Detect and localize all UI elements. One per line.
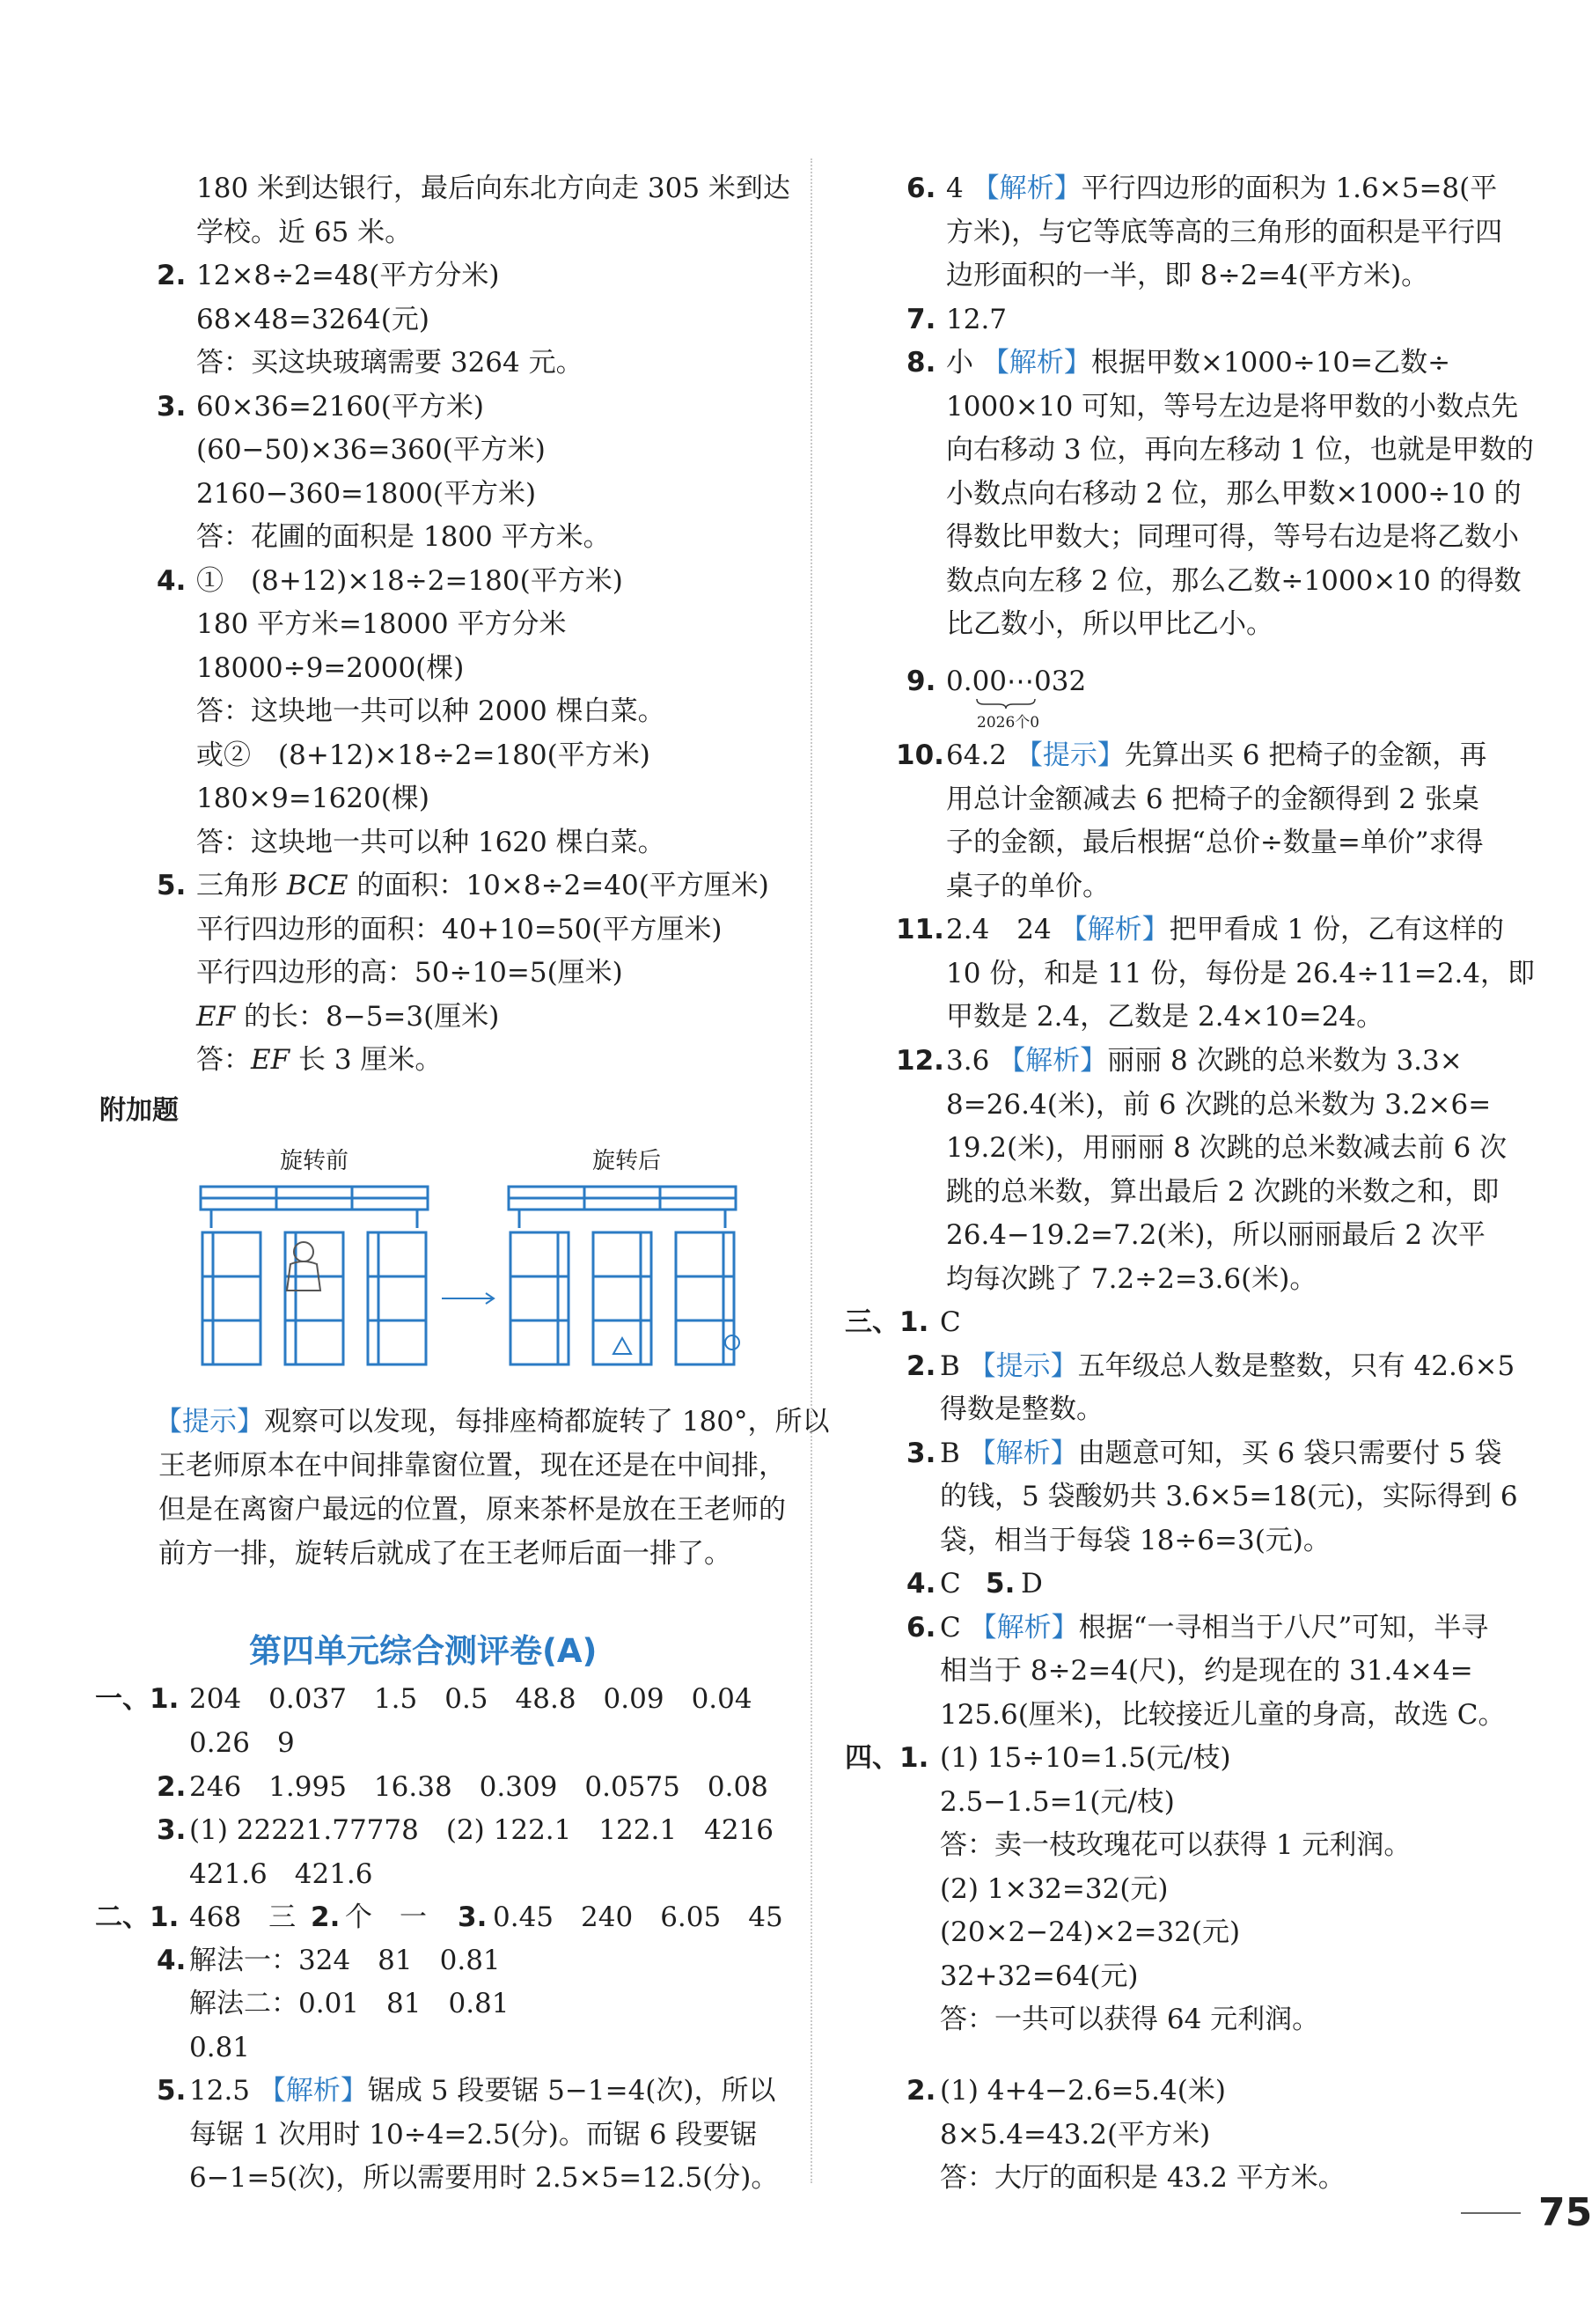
question-number: 9.	[906, 666, 936, 697]
text-line: 用总计金额减去 6 把椅子的金额得到 2 张桌	[946, 783, 1479, 815]
question-number: 5.	[157, 870, 187, 901]
question-number: 5.	[157, 2075, 187, 2107]
text-line: (1) 22221.77778 (2) 122.1 122.1 4216	[189, 1814, 774, 1846]
text-line	[189, 2073, 775, 2108]
text-line: 2.5−1.5=1(元/枝)	[940, 1786, 1175, 1818]
text-span: 根据甲数×1000÷10=乙数÷	[1090, 347, 1451, 379]
text-line: 0.45 240 6.05 45	[493, 1901, 783, 1933]
text-line: 18000÷9=2000(棵)	[196, 652, 465, 684]
text-line: 平行四边形的高：50÷10=5(厘米)	[196, 957, 623, 989]
analysis-tag: 【解析】	[998, 1045, 1108, 1077]
section-label: 一、1.	[95, 1683, 180, 1715]
text-line: 0.26 9	[189, 1727, 295, 1759]
text-line: 学校。近 65 米。	[196, 217, 413, 248]
text-line: 0.00⋯032	[946, 666, 1087, 697]
text-span: 4	[946, 173, 964, 204]
note-text: 2026个0	[977, 714, 1040, 732]
text-line: 小数点向右移动 2 位，那么甲数×1000÷10 的	[946, 478, 1522, 510]
text-line: 204 0.037 1.5 0.5 48.8 0.09 0.04	[189, 1683, 752, 1715]
analysis-tag: 【解析】	[1060, 914, 1170, 945]
text-line: 8×5.4=43.2(平方米)	[940, 2119, 1211, 2151]
text-line: 答：花圃的面积是 1800 平方米。	[196, 521, 611, 553]
text-line	[196, 999, 499, 1034]
text-span: 把甲看成 1 份，乙有这样的	[1169, 914, 1505, 945]
text-line: 2160−360=1800(平方米)	[196, 478, 537, 510]
text-line: 前方一排，旋转后就成了在王老师后面一排了。	[158, 1538, 731, 1570]
text-line	[155, 1404, 830, 1439]
analysis-tag: 【解析】	[968, 1438, 1078, 1469]
text-span: EF	[251, 1044, 290, 1076]
text-line: 246 1.995 16.38 0.309 0.0575 0.08	[189, 1771, 768, 1803]
text-span: 2.4 24	[946, 914, 1052, 945]
text-line: 180 平方米=18000 平方分米	[196, 608, 567, 640]
text-line: 421.6 421.6	[189, 1858, 373, 1890]
text-line: 比乙数小，所以甲比乙小。	[946, 608, 1273, 640]
text-line: (1) 4+4−2.6=5.4(米)	[940, 2075, 1226, 2107]
text-line: 得数比甲数大；同理可得，等号右边是将乙数小	[946, 521, 1519, 553]
text-line: 得数是整数。	[940, 1394, 1104, 1425]
text-span: C	[940, 1612, 961, 1644]
question-number: 4.	[157, 565, 187, 597]
text-line	[940, 1610, 1488, 1645]
text-line: 子的金额，最后根据“总价÷数量=单价”求得	[946, 827, 1484, 858]
text-span: 先算出买 6 把椅子的金额，再	[1124, 739, 1487, 771]
text-span: 3.6	[946, 1045, 990, 1077]
text-line: 6−1=5(次)，所以需要用时 2.5×5=12.5(分)。	[189, 2162, 779, 2194]
text-span: B	[940, 1438, 960, 1469]
text-line: 180 米到达银行，最后向东北方向走 305 米到达	[196, 173, 790, 204]
analysis-tag: 【解析】	[972, 173, 1082, 204]
seat-rotation-figure	[194, 1180, 757, 1373]
text-span: 观察可以发现，每排座椅都旋转了 180°，所以	[264, 1406, 830, 1438]
text-line: 180×9=1620(棵)	[196, 783, 429, 814]
column-divider	[811, 158, 812, 2183]
text-line: 王老师原本在中间排靠窗位置，现在还是在中间排，	[158, 1450, 786, 1482]
text-line: 1000×10 可知，等号左边是将甲数的小数点先	[946, 391, 1519, 423]
text-line: 相当于 8÷2=4(尺)，约是现在的 31.4×4=	[940, 1655, 1473, 1687]
question-number: 2.	[906, 1350, 936, 1382]
text-line: 均每次跳了 7.2÷2=3.6(米)。	[946, 1263, 1317, 1295]
text-line	[946, 912, 1504, 947]
text-line: ① (8+12)×18÷2=180(平方米)	[196, 565, 623, 597]
teacher-icon	[287, 1242, 320, 1291]
text-line	[946, 1043, 1463, 1078]
text-line	[940, 1436, 1502, 1471]
section-title: 第四单元综合测评卷(A)	[249, 1632, 598, 1670]
cup-mark-icon	[725, 1335, 739, 1350]
text-span: 64.2	[946, 739, 1008, 771]
text-line: 26.4−19.2=7.2(米)，所以丽丽最后 2 次平	[946, 1219, 1486, 1251]
analysis-tag: 【解析】	[258, 2075, 368, 2107]
question-number: 3.	[458, 1901, 488, 1933]
text-line: (1) 15÷10=1.5(元/枝)	[940, 1742, 1231, 1774]
text-span: 丽丽 8 次跳的总米数为 3.3×	[1107, 1045, 1463, 1077]
text-line: 10 份，和是 11 份，每份是 26.4÷11=2.4，即	[946, 958, 1536, 989]
text-line: 12.7	[946, 304, 1008, 335]
question-number: 10.	[896, 739, 944, 771]
text-line: 个 一	[345, 1901, 427, 1933]
text-span: 平行四边形的面积为 1.6×5=8(平	[1081, 173, 1498, 204]
text-line: 答：卖一枝玫瑰花可以获得 1 元利润。	[940, 1829, 1412, 1861]
text-line: C	[940, 1568, 961, 1600]
text-line: 60×36=2160(平方米)	[196, 391, 484, 423]
text-line: D	[1021, 1568, 1043, 1600]
triangle-mark-icon	[613, 1338, 631, 1354]
text-line: 19.2(米)，用丽丽 8 次跳的总米数减去前 6 次	[946, 1132, 1508, 1164]
text-line: 468 三	[189, 1901, 297, 1933]
text-line: 桌子的单价。	[946, 871, 1110, 902]
text-line: 8=26.4(米)，前 6 次跳的总米数为 3.2×6=	[946, 1089, 1492, 1121]
text-line: (2) 1×32=32(元)	[940, 1873, 1169, 1905]
text-line: 甲数是 2.4，乙数是 2.4×10=24。	[946, 1001, 1384, 1033]
section-label: 三、1.	[845, 1306, 929, 1338]
section-label: 四、1.	[845, 1742, 929, 1774]
text-line: 答：这块地一共可以种 1620 棵白菜。	[196, 827, 665, 858]
question-number: 12.	[896, 1045, 944, 1077]
page-number-rule	[1461, 2212, 1521, 2214]
question-number: 7.	[906, 304, 936, 335]
text-line: 解法一：324 81 0.81	[189, 1945, 501, 1976]
text-line: 或② (8+12)×18÷2=180(平方米)	[196, 739, 650, 771]
question-number: 8.	[906, 347, 936, 379]
text-line: 答：这块地一共可以种 2000 棵白菜。	[196, 695, 665, 727]
text-line	[196, 1042, 442, 1077]
question-number: 3.	[157, 1814, 187, 1846]
analysis-tag: 【解析】	[981, 347, 1091, 379]
text-line: 12×8÷2=48(平方分米)	[196, 260, 500, 291]
text-line: 答：买这块玻璃需要 3264 元。	[196, 347, 583, 379]
text-line: 125.6(厘米)，比较接近儿童的身高，故选 C。	[940, 1699, 1506, 1731]
figure-caption-after: 旋转后	[592, 1148, 662, 1174]
text-span: B	[940, 1350, 960, 1382]
question-number: 11.	[896, 914, 944, 945]
text-span: 长 3 厘米。	[290, 1044, 443, 1076]
text-line: 0.81	[189, 2032, 251, 2063]
text-line: 32+32=64(元)	[940, 1960, 1139, 1992]
seats-before	[201, 1187, 428, 1364]
hint-tag: 【提示】	[1015, 739, 1125, 771]
text-span: 五年级总人数是整数，只有 42.6×5	[1077, 1350, 1515, 1382]
text-line	[946, 738, 1486, 773]
text-line: 跳的总米数，算出最后 2 次跳的米数之和，即	[946, 1176, 1500, 1208]
text-line: (60−50)×36=360(平方米)	[196, 434, 546, 466]
question-number: 6.	[906, 1612, 936, 1644]
question-number: 4.	[906, 1568, 936, 1600]
text-line: 答：大厅的面积是 43.2 平方米。	[940, 2162, 1346, 2194]
text-line: 方米)，与它等底等高的三角形的面积是平行四	[946, 217, 1503, 248]
page-number: 75	[1538, 2190, 1592, 2235]
text-line	[946, 171, 1497, 206]
text-span: 锯成 5 段要锯 5−1=4(次)，所以	[367, 2075, 776, 2107]
text-line: 但是在离窗户最远的位置，原来茶杯是放在王老师的	[158, 1494, 786, 1526]
text-line: 解法二：0.01 81 0.81	[189, 1988, 510, 2019]
analysis-tag: 【解析】	[969, 1612, 1079, 1644]
question-number: 2.	[157, 1771, 187, 1803]
text-span: 的面积：10×8÷2=40(平方厘米)	[348, 870, 769, 901]
question-number: 3.	[906, 1438, 936, 1469]
text-line: C	[940, 1306, 961, 1338]
text-line: 每锯 1 次用时 10÷4=2.5(分)。而锯 6 段要锯	[189, 2119, 758, 2151]
text-line: 68×48=3264(元)	[196, 304, 429, 335]
text-line: 的钱，5 袋酸奶共 3.6×5=18(元)，实际得到 6	[940, 1481, 1518, 1512]
question-number: 2.	[311, 1901, 341, 1933]
text-span: EF	[196, 1001, 236, 1033]
text-span: 12.5	[189, 2075, 251, 2107]
question-number: 3.	[157, 391, 187, 423]
text-span: BCE	[286, 870, 348, 901]
question-number: 2.	[157, 260, 187, 291]
underbrace-icon	[975, 697, 1037, 710]
text-line: 袋，相当于每袋 18÷6=3(元)。	[940, 1525, 1331, 1556]
extra-question-title: 附加题	[99, 1095, 179, 1126]
text-span: 根据“一寻相当于八尺”可知，半寻	[1078, 1612, 1489, 1644]
text-line	[946, 345, 1450, 380]
text-span: 由题意可知，买 6 袋只需要付 5 袋	[1077, 1438, 1502, 1469]
question-number: 2.	[906, 2075, 936, 2107]
text-span: 的长：8−5=3(厘米)	[235, 1001, 500, 1033]
text-line	[940, 1349, 1515, 1384]
text-line: (20×2−24)×2=32(元)	[940, 1916, 1241, 1948]
text-line: 平行四边形的面积：40+10=50(平方厘米)	[196, 914, 723, 945]
question-number: 5.	[986, 1568, 1016, 1600]
section-label: 二、1.	[95, 1901, 180, 1933]
question-number: 4.	[157, 1945, 187, 1976]
text-line: 数点向左移 2 位，那么乙数÷1000×10 的得数	[946, 565, 1522, 597]
question-number: 6.	[906, 173, 936, 204]
text-span: 答：	[196, 1044, 251, 1076]
hint-tag: 【提示】	[968, 1350, 1078, 1382]
hint-tag: 【提示】	[155, 1406, 264, 1438]
text-line: 向右移动 3 位，再向左移动 1 位，也就是甲数的	[946, 434, 1534, 466]
text-span: 小	[946, 347, 973, 379]
text-line: 边形面积的一半，即 8÷2=4(平方米)。	[946, 260, 1429, 291]
figure-caption-before: 旋转前	[280, 1148, 349, 1174]
text-line	[196, 868, 769, 903]
text-span: 三角形	[196, 870, 287, 901]
text-line: 答：一共可以获得 64 元利润。	[940, 2004, 1320, 2035]
